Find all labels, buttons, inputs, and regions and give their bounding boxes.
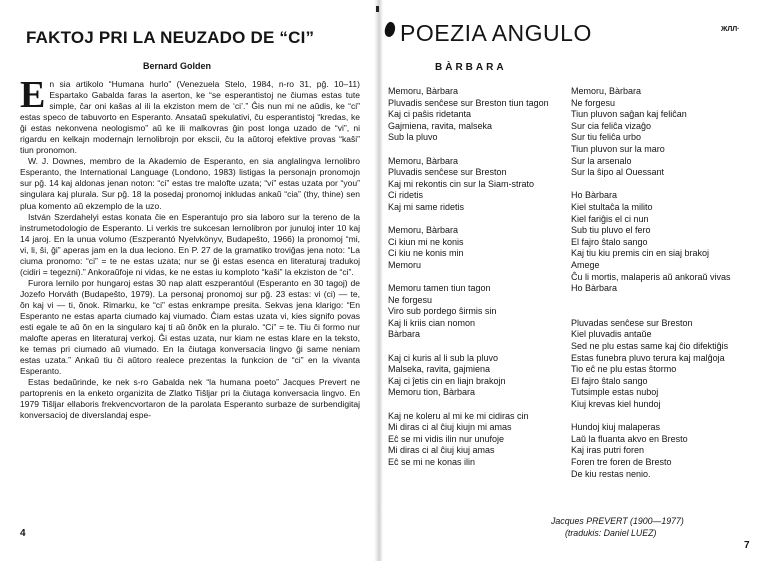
poem-line: Ne forgesu <box>571 97 616 108</box>
paragraph-4: Furora lernilo por hungaroj estas 30 nap alatt eszperantóul (Esperanto en 30 tagoj) de Jozefo Horváth (Budapeŝto, 1979). La personaj pronomoj sur pĝ. 23 estas: vi (ci) — te, ŏn kaj vi — ti, ŏnok. Rimarku, ke “ci” estas enkrampe presita. Sekvas jena klarigo: “En Esperanto ne estas aparta ciumado kaj viumado. Ĉiam estas uzata vi, kies signifo povas esti egale te aŭ ŏn en la singularo kaj ti aŭ ŏnŏk en la pluralo. “Ci” = te. Tiu ĉi formo nur malofte aperas en literaturaj verkoj. Ĝi estas uzata, nur kiam ne estas klare en la teksto, ke temas pri ciumado aŭ viumado. En la ĉiutaga konversacia lingvo ĝi same neniam estas uzata.” Ankaŭ tiu ĉi aŭtoro realece prezentas la funkcion de “ci” en la vivanta Esperanto. <box>20 277 360 377</box>
paragraph-5: Estas bedaŭrinde, ke nek s-ro Gabalda nek “la humana poeto” Jacques Prevert ne partoprenis en la enketo organizita de Zlatko Tiŝljar pri la ĉiutaga konversacia lingvo. En 1979 Tiŝljar ellaboris frekvencvortaron de la parolata Esperanto surbaze de surbendigitaj konversacioj de diverslandaj espe- <box>20 377 360 421</box>
poem-line: Hundoj kiuj malaperas <box>571 422 661 433</box>
poem-line: Sur tiu feliĉa urbo <box>571 132 642 143</box>
poem-line: Kiel pluvadis antaŭe <box>571 329 652 340</box>
poem-line: Memoru tion, Bàrbara <box>388 387 476 398</box>
left-page <box>0 0 376 561</box>
poem-line: Kaj li kriis cian nomon <box>388 317 476 328</box>
poem-translator: (tradukis: Daniel LUEZ) <box>565 528 657 538</box>
article-author: Bernard Golden <box>143 61 212 71</box>
poem-line <box>388 399 566 411</box>
poem-line: Ci ridetis <box>388 190 424 201</box>
poem-line: El fajro ŝtalo sango <box>571 375 648 386</box>
poem-line: El fajro ŝtalo sango <box>571 236 648 247</box>
poem-column-2 <box>571 86 768 480</box>
right-page <box>383 0 768 561</box>
poem-line: Kaj mi same ridetis <box>388 201 465 212</box>
poem-line: Kiel stultaĉa la milito <box>571 201 653 212</box>
poem-line: Estas funebra pluvo terura kaj malĝoja <box>571 352 725 363</box>
poem-line <box>571 411 768 423</box>
poem-line: Eĉ se mi ne konas ilin <box>388 457 476 467</box>
poem-line: Memoru, Bàrbara <box>571 86 642 96</box>
poem-line: Tiun pluvon saĝan kaj feliĉan <box>571 109 687 120</box>
poem-line: Kaj tiu kiu premis cin en siaj brakoj <box>571 248 710 259</box>
poem-title: BÀRBARA <box>435 62 507 73</box>
poem-line <box>388 144 566 156</box>
poem-line: Viro sub pordego ŝirmis sin <box>388 306 497 317</box>
poem-column-1 <box>388 86 566 469</box>
poem-line: Memoru tamen tiun tagon <box>388 283 491 294</box>
poem-line: Sed ne plu estas same kaj ĉio difektiĝis <box>571 341 729 352</box>
poem-line <box>571 295 768 307</box>
poem-line: Kiuj krevas kiel hundoj <box>571 399 661 410</box>
book-spine <box>374 0 383 561</box>
poem-line: Amege <box>571 259 600 270</box>
paragraph-2: W. J. Downes, membro de la Akademio de Esperanto, en sia anglalingva lernolibro Esperanto, the International Language (Londono, 1983) listigas la personajn pronomojn sur pĝ. 14 kaj aldonas jenan noton: “ci” estas tre malofte uzata; “vi” estas uzata por “you” singulara kaj plurala. Sur pĝ. 18 la posedaj pronomoj inkludas ankaŭ “cia” (thy, thine) sen plua komento aŭ ekzemplo de la uzo. <box>20 156 360 211</box>
poem-line <box>388 272 566 284</box>
paragraph-1-text: n sia artikolo “Humana hurlo” (Venezuela Stelo, 1984, n-ro 31, pĝ. 10–11) Espartako Gabalda faras la aserton, ke “se esperantistoj ne ĉiumas estas tute simple, ĉar oni kaŝas al ili la ekziston mem de ‘ci’.” Ĝis nun mi ne aŭdis, ke “ci” estas speco de tabuvorto en Esperanto. Ansataŭ spekulativi, ĉu esperantistoj “kredas, ke ĝi estas nekonvena neologismo” aŭ ke ili malkovras ĝin post longa uzado de “vi”, ni rigardu en kelkajn modernajn lernolibrojn por ekscii, ĉu la aŭtoroj efektive provas “kaŝi” tiun pronomon. <box>20 79 360 156</box>
poem-line: Sub la pluvo <box>388 132 438 143</box>
article-title: FAKTOJ PRI LA NEUZADO DE “CI” <box>26 28 315 47</box>
poem-line: Sur la ŝipo al Ouessant <box>571 167 665 178</box>
poem-line: Memoru, Bàrbara <box>388 225 459 236</box>
drop-cap: E <box>20 74 46 116</box>
poem-line: Kiel fariĝis el ci nun <box>571 213 649 224</box>
poem-line: Sub tiu pluvo el fero <box>571 225 651 236</box>
paragraph-1 <box>20 74 360 156</box>
poem-line: Pluvadis senĉese sur Breston <box>388 167 507 178</box>
poem-line: Kaj ci ĵetis cin en liajn brakojn <box>388 375 506 386</box>
poem-line: Foren tre foren de Bresto <box>571 457 672 467</box>
poem-line: Laŭ la fluanta akvo en Bresto <box>571 433 688 444</box>
poem-line: Tio eĉ ne plu estas ŝtormo <box>571 364 677 375</box>
poem-line <box>388 341 566 353</box>
poem-line <box>571 179 768 191</box>
poem-line: Memoru, Bàrbara <box>388 155 459 166</box>
corner-mark: ЖЛЛ· <box>721 26 740 33</box>
poem-line: Ci kiun mi ne konis <box>388 236 464 247</box>
section-title: POEZIA ANGULO <box>400 20 592 46</box>
poem-line: Pluvadis senĉese sur Breston tiun tagon <box>388 97 549 108</box>
poem-line: Gajmiena, ravita, malseka <box>388 120 493 131</box>
poem-line: Bàrbara <box>388 329 421 340</box>
poem-line: Mi diras ci al ĉiuj kiuj amas <box>388 445 495 456</box>
poem-line: Ne forgesu <box>388 294 433 305</box>
poem-line: Memoru <box>388 259 422 270</box>
poem-line: Ho Bàrbara <box>571 190 618 201</box>
poem-line <box>571 306 768 318</box>
poem-line: Kaj iras putri foren <box>571 445 645 456</box>
poem-line: Eĉ se mi vidis ilin nur unufoje <box>388 433 505 444</box>
poem-line: Memoru, Bàrbara <box>388 86 459 96</box>
article-body <box>20 74 360 421</box>
poem-line: Sur cia feliĉa vizaĝo <box>571 120 652 131</box>
poem-author: Jacques PREVERT (1900—1977) <box>551 516 684 526</box>
poem-line: De kiu restas nenio. <box>571 468 651 479</box>
poem-line: Tutsimple estas nuboj <box>571 387 659 398</box>
poem-line: Mi diras ci al ĉiuj kiujn mi amas <box>388 422 512 433</box>
poem-line: Ci kiu ne konis min <box>388 248 464 259</box>
ink-bullet-icon <box>383 21 398 39</box>
poem-line: Kaj ne koleru al mi ke mi cidiras cin <box>388 410 529 421</box>
poem-line: Ho Bàrbara <box>571 283 618 294</box>
page-number-left: 4 <box>20 528 26 539</box>
poem-line: Pluvadas senĉese sur Breston <box>571 317 693 328</box>
poem-line: Ĉu li mortis, malaperis aŭ ankoraŭ vivas <box>571 271 731 282</box>
poem-line: Kaj ci paŝis ridetanta <box>388 109 472 120</box>
page-number-right: 7 <box>744 540 750 551</box>
print-mark <box>376 6 379 12</box>
poem-line: Malseka, ravita, gajmiena <box>388 364 491 375</box>
poem-line: Kaj mi rekontis cin sur la Siam-strato <box>388 178 535 189</box>
paragraph-3: István Szerdahelyi estas konata ĉie en Esperantujo pro sia laboro sur la tereno de la instrumetodologio de Esperanto. Li verkis tre sukcesan lernolibron por junuloj inter 10 kaj 14 jaroj. En la unua volumo (Eszperantó Nyelvkönyv, Budapeŝto, 1966) la pronomoj “mi, vi, li, ŝi, ĝi” aperas jam en la dua leciono. En P. 27 de la gramatiko troviĝas jena noto: “La ciuma pronomo: “ci” = te ne estas uzata; nur se ĝi estas esenca en literaturaj tradukoj (cidiri = tegezni).” Ankoraŭfoje ni vidas, ke ne estas iu komploto “kaŝi” la ekziston de “ci”. <box>20 211 360 277</box>
poem-line <box>388 214 566 226</box>
poem-line: Sur la arsenalo <box>571 155 632 166</box>
poem-line: Tiun pluvon sur la maro <box>571 143 665 154</box>
poem-line: Kaj ci kuris al li sub la pluvo <box>388 352 499 363</box>
